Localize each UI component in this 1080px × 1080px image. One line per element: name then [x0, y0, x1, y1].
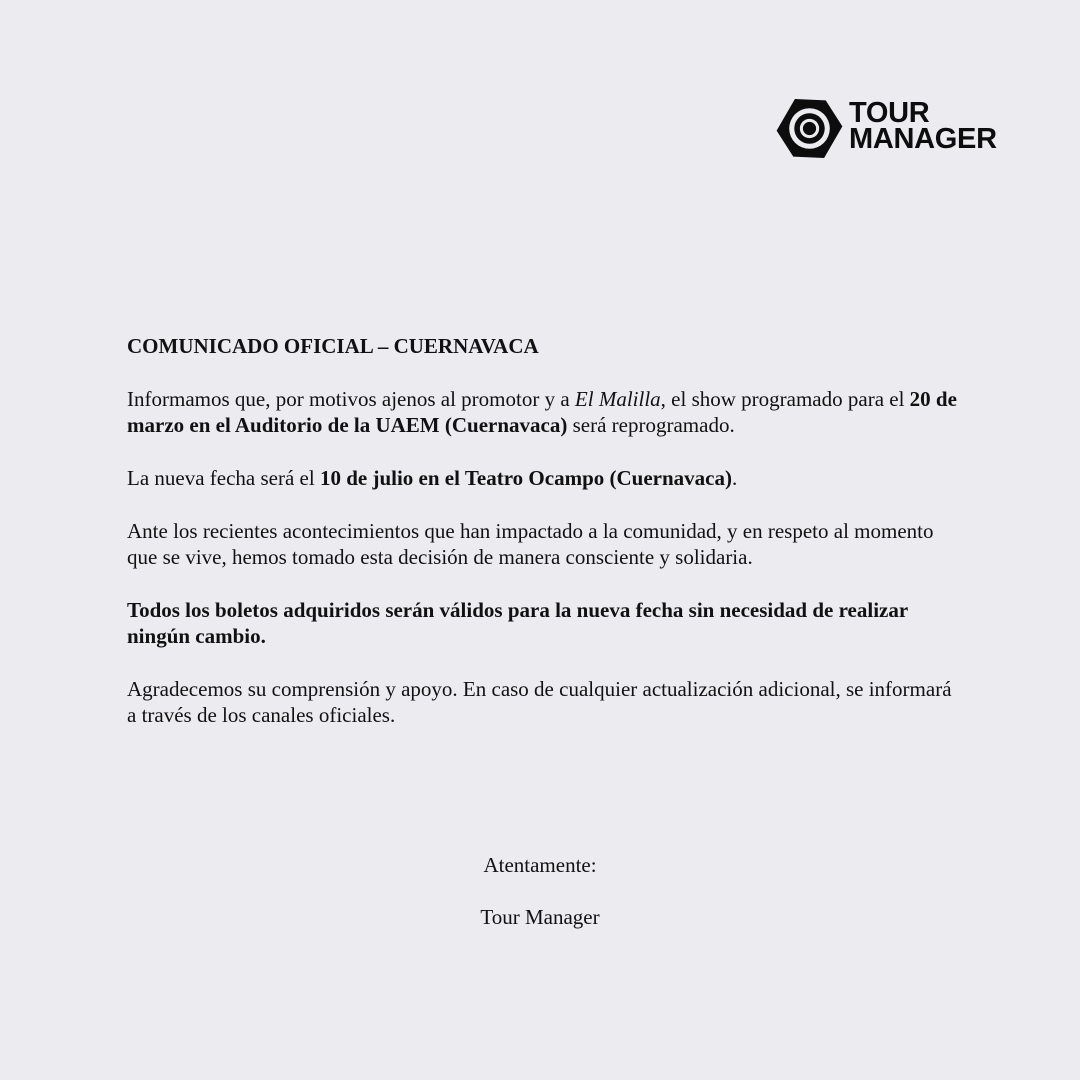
- p1-text-c: será reprogramado.: [567, 413, 735, 437]
- paragraph-thanks: Agradecemos su comprensión y apoyo. En caso de cualquier actualización adicional, se informará a través de los canales oficiales.: [127, 677, 952, 727]
- signature: Tour Manager: [480, 905, 600, 929]
- p1-text-a: Informamos que, por motivos ajenos al promotor y a: [127, 387, 575, 411]
- announcement-title: COMUNICADO OFICIAL – CUERNAVACA: [127, 334, 539, 358]
- paragraph-reason: Ante los recientes acontecimientos que han impactado a la comunidad, y en respeto al momento que se vive, hemos tomado esta decisión de manera consciente y solidaria.: [127, 519, 934, 569]
- logo-line-2: MANAGER: [849, 123, 997, 155]
- original-event: 20 de marzo en el Auditorio de la UAEM (Cuernavaca): [127, 387, 957, 437]
- paragraph-tickets: Todos los boletos adquiridos serán válidos para la nueva fecha sin necesidad de realizar ningún cambio.: [127, 598, 908, 648]
- p2-text-b: .: [731, 466, 738, 490]
- p1-text-b: , el show programado para el: [660, 387, 910, 411]
- logo-wordmark: [849, 97, 997, 155]
- logo-line-1: TOUR: [849, 97, 930, 129]
- artist-name: El Malilla: [574, 387, 661, 411]
- tour-manager-logo: [776, 95, 1016, 165]
- new-event: 10 de julio en el Teatro Ocampo (Cuernavaca): [319, 466, 732, 490]
- logo-mark-icon: [776, 95, 843, 162]
- p2-text-a: La nueva fecha será el: [127, 466, 320, 490]
- closing-regards: Atentamente:: [483, 853, 597, 877]
- announcement-body: [127, 333, 957, 755]
- paragraph-new-date: [127, 465, 957, 491]
- paragraph-rescheduled: [127, 386, 957, 438]
